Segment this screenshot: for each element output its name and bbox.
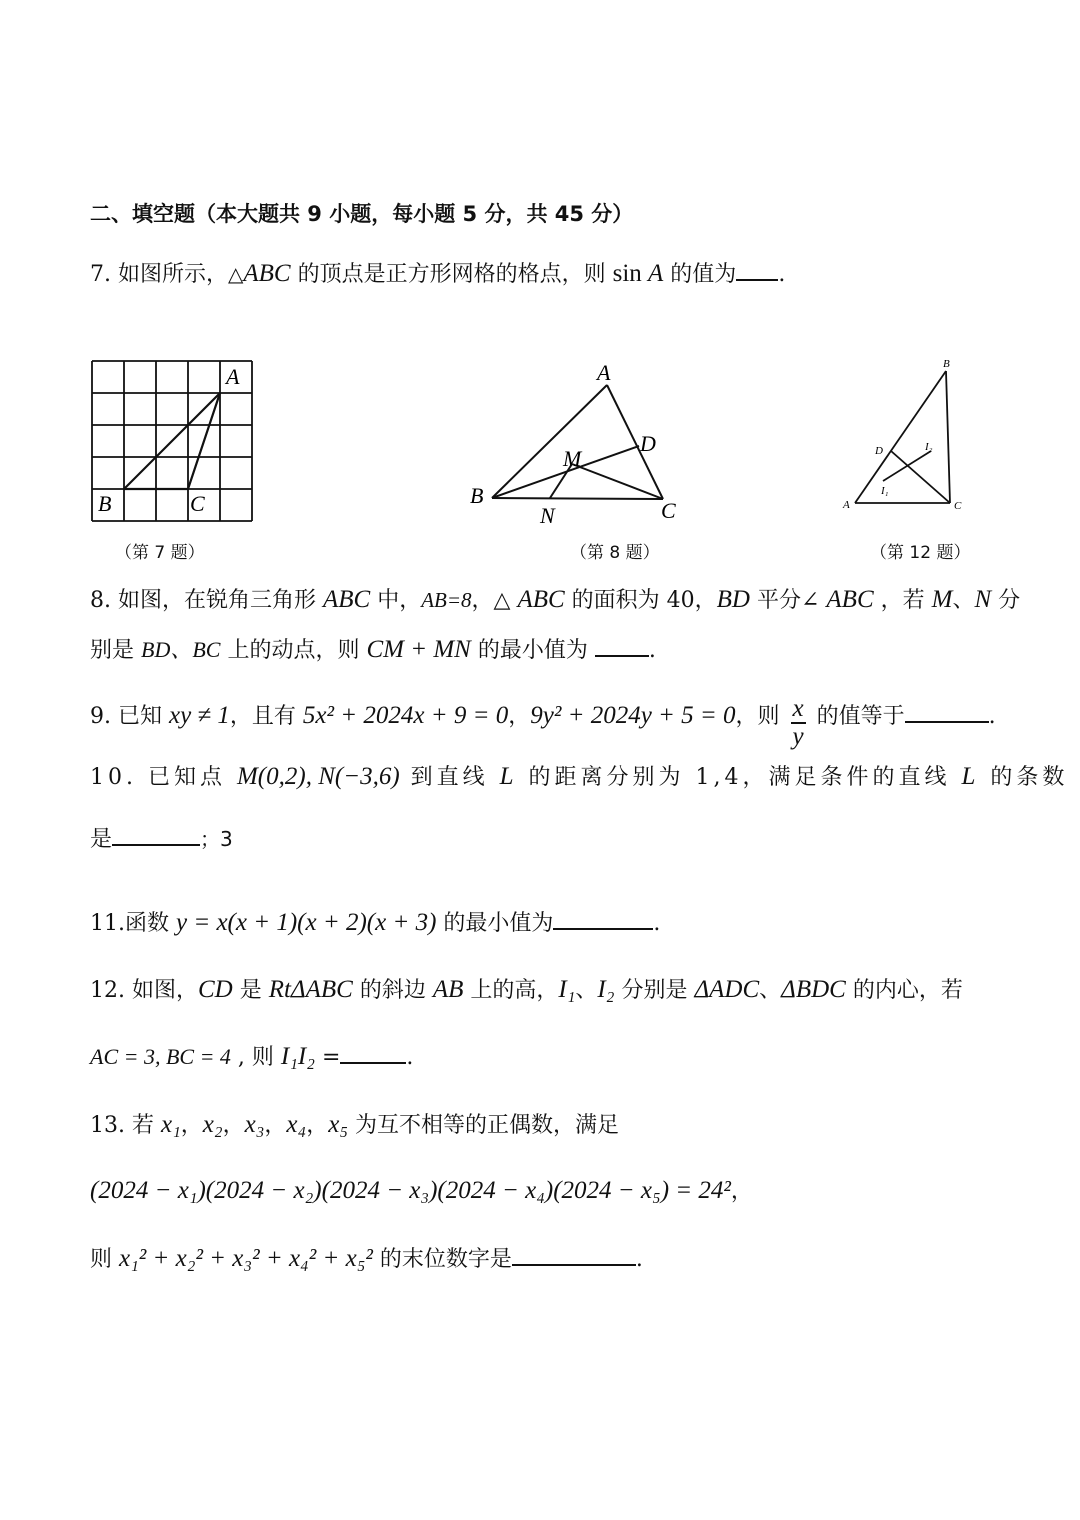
- q7-abc: ABC: [243, 260, 291, 287]
- section-heading: 二、填空题（本大题共 9 小题，每小题 5 分，共 45 分）: [90, 202, 634, 226]
- q7-prefix: 7. 如图所示，: [90, 262, 228, 287]
- figure-12-caption: （第 12 题）: [870, 543, 971, 563]
- q8-abc-1: ABC: [322, 586, 371, 613]
- q10-points: M(0,2), N(−3,6): [236, 763, 400, 790]
- figure-7-caption: （第 7 题）: [115, 543, 205, 563]
- q7-answer-blank[interactable]: [736, 257, 778, 281]
- q10-l-2: L: [961, 763, 980, 790]
- q7-suffix: 的值为: [663, 262, 737, 287]
- q8-text-c: ，△: [471, 588, 518, 613]
- q9-text-c: ，则: [735, 704, 787, 729]
- q11-prefix: 11.函数: [90, 911, 176, 936]
- q11-answer-blank[interactable]: [553, 906, 653, 930]
- q8-bd-bc: BD、BC: [141, 637, 221, 662]
- q12-text-b: 是: [232, 978, 269, 1003]
- q9-text-b: ，: [508, 704, 531, 729]
- triangle-abc: [124, 393, 220, 489]
- figure-7-grid: [84, 355, 264, 530]
- q8-end: .: [648, 638, 656, 663]
- q8-answer-blank[interactable]: [595, 633, 649, 657]
- q9-numerator: x: [792, 695, 804, 722]
- q8-text-a: 8. 如图，在锐角三角形: [90, 588, 323, 613]
- q12-text-d: 上的高，: [463, 978, 559, 1003]
- fig8-label-m: M: [563, 446, 582, 471]
- q11-suffix: 的最小值为: [436, 911, 554, 936]
- q9-equation-2: 9y² + 2024y + 5 = 0: [530, 702, 736, 729]
- q13-x5: x₅: [328, 1111, 349, 1138]
- q11-end: .: [653, 911, 661, 936]
- q13-comma-3: ，: [264, 1113, 287, 1138]
- q9-denominator: y: [792, 723, 804, 750]
- q13-x1: x₁: [160, 1111, 181, 1138]
- q7-triangle-symbol: △: [227, 262, 244, 286]
- q8-n: N: [974, 586, 992, 613]
- q13-sum-of-squares: x₁² + x₂² + x₃² + x₄² + x₅²: [119, 1245, 373, 1272]
- q13-product-equation: (2024 − x₁)(2024 − x₂)(2024 − x₃)(2024 − x₄)(2024 − x₅) = 24²: [90, 1177, 731, 1204]
- q8-text-d: 的面积为 40，: [564, 588, 717, 613]
- q12-text-c: 的斜边: [352, 978, 433, 1003]
- q8-text-j: 的最小值为: [470, 638, 595, 663]
- q13-comma-1: ，: [180, 1113, 203, 1138]
- q10-written-answer: ；3: [200, 827, 233, 851]
- q12-sep-2: 、: [759, 978, 782, 1003]
- q7-sin: sin: [612, 260, 649, 287]
- q12-triangle-adc: ΔADC: [694, 976, 760, 1003]
- q13-comma-4: ，: [306, 1113, 329, 1138]
- question-7: [90, 257, 1020, 292]
- q7-end: .: [778, 262, 786, 287]
- q8-text-h: 别是: [90, 638, 141, 663]
- figure-8-caption: （第 8 题）: [570, 543, 660, 563]
- q10-l-1: L: [499, 763, 518, 790]
- fig12-label-a: A: [843, 499, 850, 511]
- question-13-line-1: [90, 1108, 1020, 1143]
- q8-text-f: ，若: [873, 588, 932, 613]
- q9-fraction: [791, 696, 806, 750]
- question-12-line-2: [90, 1040, 1020, 1075]
- q10-text-d: 的条数: [979, 765, 1069, 790]
- q12-text-a: 12. 如图，: [90, 978, 198, 1003]
- q13-text-d: 的末位数字是: [372, 1247, 512, 1272]
- q12-equals: =: [314, 1045, 341, 1070]
- q9-answer-blank[interactable]: [905, 699, 989, 723]
- q12-end: .: [406, 1045, 414, 1070]
- q12-sep: 、: [575, 978, 598, 1003]
- q8-text-i: 上的动点，则: [220, 638, 367, 663]
- q12-text-f: 的内心，若: [845, 978, 963, 1003]
- q12-rt-triangle: RtΔABC: [268, 976, 353, 1003]
- figure-8-triangle: [460, 358, 700, 530]
- q7-mid: 的顶点是正方形网格的格点，则: [290, 262, 613, 287]
- fig12-label-i1: I₁: [881, 485, 889, 497]
- question-12-line-1: [90, 973, 1020, 1008]
- figure-12-right-triangle: [835, 355, 975, 520]
- q10-text-c: 的距离分别为 1,4，满足条件的直线: [517, 765, 962, 790]
- question-13-line-3: [90, 1242, 1020, 1277]
- fig8-label-c: C: [661, 498, 676, 523]
- q8-bd: BD: [716, 586, 750, 613]
- q12-i1i2: I₁I₂: [280, 1043, 315, 1070]
- q8-sep: 、: [952, 588, 975, 613]
- q8-text-e: 平分∠: [749, 588, 827, 613]
- question-8-line-2: [90, 633, 1020, 668]
- q9-end: .: [988, 704, 996, 729]
- fig12-label-c: C: [954, 500, 962, 512]
- question-9: [90, 690, 1020, 750]
- fig8-label-a: A: [597, 360, 611, 385]
- q12-given-values: AC = 3, BC = 4: [90, 1044, 231, 1069]
- question-11: [90, 906, 1020, 941]
- fig12-label-i2: I₂: [925, 441, 933, 453]
- fig7-label-a: A: [226, 364, 240, 389]
- q9-equation-1: 5x² + 2024x + 9 = 0: [302, 702, 509, 729]
- q13-text-c: 则: [90, 1247, 119, 1272]
- q8-abc-3: ABC: [826, 586, 874, 613]
- q12-ab: AB: [432, 976, 464, 1003]
- fig7-label-b: B: [98, 491, 112, 516]
- q9-text-a: ，且有: [229, 704, 303, 729]
- q8-expression: CM + MN: [366, 636, 471, 663]
- q10-text-b: 到直线: [399, 765, 500, 790]
- q13-comma-end: ，: [730, 1179, 753, 1204]
- q10-text-a: 10. 已知点: [90, 765, 237, 790]
- q13-x4: x₄: [286, 1111, 307, 1138]
- q13-text-a: 13. 若: [90, 1113, 161, 1138]
- q9-suffix: 的值等于: [809, 704, 905, 729]
- fig7-label-c: C: [190, 491, 205, 516]
- q8-ab-eq: AB=8: [421, 588, 472, 612]
- q12-triangle-bdc: ΔBDC: [781, 976, 846, 1003]
- fig8-label-b: B: [470, 483, 484, 508]
- q12-i2: I₂: [597, 976, 615, 1003]
- q8-text-g: 分: [991, 588, 1021, 613]
- q13-end: .: [635, 1247, 643, 1272]
- q8-abc-2: ABC: [517, 586, 565, 613]
- q12-answer-blank[interactable]: [340, 1040, 406, 1064]
- q13-text-b: 为互不相等的正偶数，满足: [348, 1113, 620, 1138]
- q8-m: M: [931, 586, 953, 613]
- fig12-label-b: B: [943, 358, 950, 370]
- q12-text-e: 分别是: [614, 978, 695, 1003]
- q7-a: A: [648, 260, 664, 287]
- q12-cd: CD: [197, 976, 233, 1003]
- question-8-line-1: [90, 583, 1020, 618]
- fig12-label-d: D: [875, 445, 883, 457]
- q8-text-b: 中，: [370, 588, 422, 613]
- q10-answer-blank[interactable]: [112, 822, 200, 846]
- q9-condition: xy ≠ 1: [168, 702, 230, 729]
- question-13-line-2: [90, 1174, 1020, 1209]
- q13-x3: x₃: [244, 1111, 265, 1138]
- question-10-line-2: [90, 822, 1020, 857]
- q12-i1: I₁: [558, 976, 576, 1003]
- q13-comma-2: ，: [222, 1113, 245, 1138]
- q9-prefix: 9. 已知: [90, 704, 169, 729]
- q13-answer-blank[interactable]: [512, 1242, 636, 1266]
- fig8-label-d: D: [640, 431, 656, 456]
- q10-text-e: 是: [90, 827, 113, 852]
- question-10-line-1: [90, 760, 1069, 795]
- fig8-label-n: N: [540, 503, 555, 528]
- q12-text-g: , 则: [230, 1045, 281, 1070]
- q11-function: y = x(x + 1)(x + 2)(x + 3): [175, 909, 437, 936]
- q13-x2: x₂: [202, 1111, 223, 1138]
